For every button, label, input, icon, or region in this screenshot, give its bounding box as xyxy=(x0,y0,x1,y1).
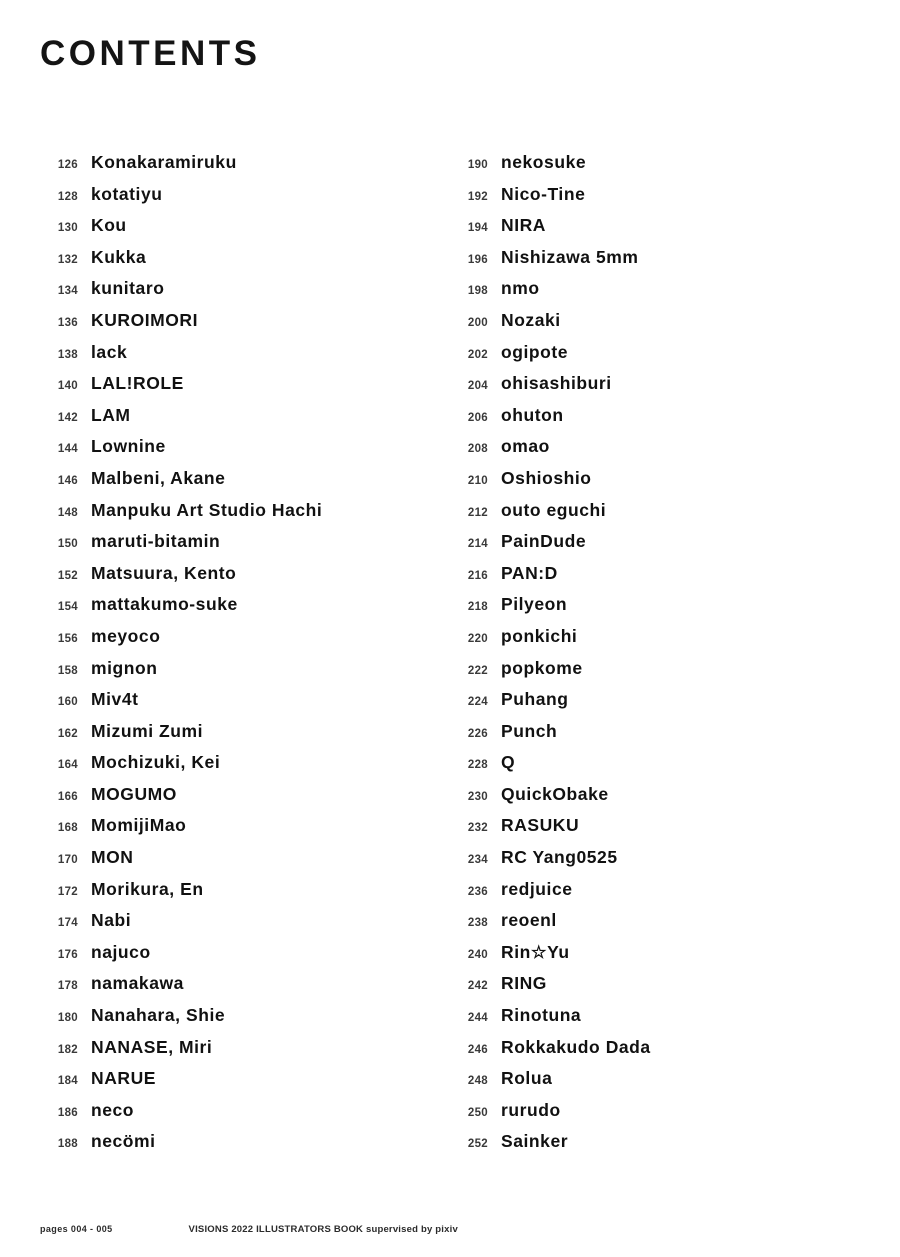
toc-entry-page: 236 xyxy=(467,885,488,898)
toc-entry-name[interactable]: maruti-bitamin xyxy=(91,531,221,552)
toc-entry-page: 206 xyxy=(467,411,488,424)
toc-entry[interactable] xyxy=(450,973,860,1005)
toc-entry[interactable] xyxy=(40,247,450,279)
toc-entry-name[interactable]: Manpuku Art Studio Hachi xyxy=(91,499,323,520)
toc-entry[interactable] xyxy=(40,879,450,911)
toc-entry-name[interactable]: Kou xyxy=(91,215,127,236)
toc-entry[interactable] xyxy=(450,626,860,658)
toc-entry[interactable] xyxy=(450,784,860,816)
toc-entry[interactable] xyxy=(40,658,450,690)
toc-entry-name[interactable]: Kukka xyxy=(91,246,147,267)
toc-entry-name[interactable]: RASUKU xyxy=(501,815,580,836)
toc-entry-page: 186 xyxy=(57,1106,78,1119)
toc-entry-name[interactable]: meyoco xyxy=(91,625,161,646)
toc-entry-name[interactable]: namakawa xyxy=(91,973,184,994)
toc-entry[interactable] xyxy=(450,658,860,690)
toc-entry-page: 248 xyxy=(467,1075,488,1088)
toc-entry-name[interactable]: Rin☆Yu xyxy=(501,941,570,962)
toc-entry[interactable] xyxy=(450,942,860,974)
toc-entry-name[interactable]: LAM xyxy=(91,404,131,425)
toc-entry-name[interactable]: Q xyxy=(501,752,516,773)
toc-entry-page: 214 xyxy=(467,538,488,551)
toc-entry[interactable] xyxy=(450,752,860,784)
toc-entry-name[interactable]: Mochizuki, Kei xyxy=(91,752,221,773)
toc-entry-name[interactable]: Konakaramiruku xyxy=(91,152,237,172)
toc-entry-name[interactable]: Morikura, En xyxy=(91,878,204,899)
toc-entry-name[interactable]: Matsuura, Kento xyxy=(91,562,237,583)
toc-entry-name[interactable]: MON xyxy=(91,847,134,868)
toc-entry-page: 134 xyxy=(57,285,78,298)
toc-entry[interactable] xyxy=(450,847,860,879)
toc-entry-page: 208 xyxy=(467,443,488,456)
toc-entry-page: 154 xyxy=(57,601,78,614)
toc-entry-name[interactable]: nekosuke xyxy=(501,152,587,172)
toc-entry[interactable] xyxy=(450,563,860,595)
toc-entry[interactable] xyxy=(40,689,450,721)
toc-entry-name[interactable]: Punch xyxy=(501,720,558,741)
toc-columns xyxy=(40,152,860,1163)
toc-entry-page: 194 xyxy=(467,222,488,235)
toc-entry-page: 242 xyxy=(467,980,488,993)
toc-entry-page: 128 xyxy=(57,190,78,203)
toc-entry-name[interactable]: Nozaki xyxy=(501,309,561,330)
toc-entry-name[interactable]: KUROIMORI xyxy=(91,309,199,330)
toc-entry-page: 192 xyxy=(467,190,488,203)
toc-entry[interactable] xyxy=(450,910,860,942)
toc-entry-name[interactable]: omao xyxy=(501,436,550,457)
footer-page-range: pages 004 - 005 xyxy=(40,1224,113,1234)
page-footer xyxy=(40,1224,458,1235)
toc-entry-name[interactable]: PAN:D xyxy=(501,562,558,583)
toc-entry-page: 252 xyxy=(467,1138,488,1151)
toc-entry-name[interactable]: neco xyxy=(91,1099,135,1120)
toc-entry-page: 164 xyxy=(57,759,78,772)
toc-entry-page: 240 xyxy=(467,948,488,961)
toc-entry[interactable] xyxy=(450,405,860,437)
toc-entry-page: 140 xyxy=(57,380,78,393)
toc-entry[interactable] xyxy=(450,247,860,279)
toc-entry-name[interactable]: Oshioshio xyxy=(501,467,592,488)
toc-entry[interactable] xyxy=(40,942,450,974)
toc-entry-page: 136 xyxy=(57,316,78,329)
toc-entry-page: 212 xyxy=(467,506,488,519)
toc-entry-page: 138 xyxy=(57,348,78,361)
toc-entry[interactable] xyxy=(40,1037,450,1069)
toc-entry-name[interactable]: NIRA xyxy=(501,215,546,236)
toc-entry[interactable] xyxy=(40,152,450,184)
toc-entry-page: 160 xyxy=(57,696,78,709)
toc-entry-page: 222 xyxy=(467,664,488,677)
toc-entry[interactable] xyxy=(450,1037,860,1069)
toc-entry[interactable] xyxy=(450,594,860,626)
toc-entry[interactable] xyxy=(450,500,860,532)
toc-entry-page: 228 xyxy=(467,759,488,772)
toc-entry[interactable] xyxy=(40,752,450,784)
toc-entry-name[interactable]: Rinotuna xyxy=(501,1005,582,1026)
page-title: CONTENTS xyxy=(40,34,261,73)
toc-entry[interactable] xyxy=(40,721,450,753)
toc-entry[interactable] xyxy=(40,563,450,595)
toc-entry-name[interactable]: kunitaro xyxy=(91,278,165,299)
toc-entry[interactable] xyxy=(40,815,450,847)
toc-entry-name[interactable]: ohisashiburi xyxy=(501,373,612,394)
toc-entry-page: 230 xyxy=(467,790,488,803)
toc-entry-page: 226 xyxy=(467,727,488,740)
toc-entry-name[interactable]: rurudo xyxy=(501,1099,561,1120)
toc-entry-page: 224 xyxy=(467,696,488,709)
toc-entry-page: 158 xyxy=(57,664,78,677)
toc-entry[interactable] xyxy=(40,215,450,247)
toc-entry-page: 232 xyxy=(467,822,488,835)
toc-entry[interactable] xyxy=(40,1100,450,1132)
toc-entry-name[interactable]: kotatiyu xyxy=(91,183,163,204)
toc-entry-page: 196 xyxy=(467,253,488,266)
toc-entry-page: 234 xyxy=(467,854,488,867)
toc-entry[interactable] xyxy=(450,1068,860,1100)
toc-entry[interactable] xyxy=(450,310,860,342)
toc-entry[interactable] xyxy=(450,342,860,374)
toc-entry-name[interactable]: Mizumi Zumi xyxy=(91,720,204,741)
toc-entry-page: 202 xyxy=(467,348,488,361)
toc-entry[interactable] xyxy=(40,910,450,942)
toc-entry[interactable] xyxy=(40,531,450,563)
toc-entry-page: 250 xyxy=(467,1106,488,1119)
toc-entry-page: 174 xyxy=(57,917,78,930)
footer-book-title: VISIONS 2022 ILLUSTRATORS BOOK supervised by pixiv xyxy=(188,1224,458,1235)
toc-entry-page: 130 xyxy=(57,222,78,235)
toc-entry[interactable] xyxy=(450,689,860,721)
toc-entry[interactable] xyxy=(450,1005,860,1037)
toc-entry-page: 188 xyxy=(57,1138,78,1151)
toc-entry[interactable] xyxy=(40,594,450,626)
toc-entry[interactable] xyxy=(40,784,450,816)
toc-entry-name[interactable]: lack xyxy=(91,341,128,362)
toc-entry-name[interactable]: mignon xyxy=(91,657,158,678)
toc-entry-name[interactable]: RING xyxy=(501,973,547,994)
toc-entry-name[interactable]: nmo xyxy=(501,278,540,299)
toc-entry-page: 218 xyxy=(467,601,488,614)
toc-entry-page: 244 xyxy=(467,1012,488,1025)
toc-entry-name[interactable]: Malbeni, Akane xyxy=(91,467,226,488)
toc-entry-name[interactable]: najuco xyxy=(91,941,151,962)
toc-column-right xyxy=(450,152,860,1163)
toc-entry[interactable] xyxy=(450,815,860,847)
toc-entry-name[interactable]: ohuton xyxy=(501,404,564,425)
toc-entry[interactable] xyxy=(40,436,450,468)
toc-entry-name[interactable]: Nishizawa 5mm xyxy=(501,246,639,267)
toc-entry[interactable] xyxy=(40,1005,450,1037)
toc-entry-name[interactable]: Miv4t xyxy=(91,689,139,710)
toc-entry[interactable] xyxy=(450,721,860,753)
toc-entry-page: 184 xyxy=(57,1075,78,1088)
toc-entry-name[interactable]: LAL!ROLE xyxy=(91,373,184,394)
toc-entry-page: 210 xyxy=(467,474,488,487)
toc-entry-name[interactable]: Nico-Tine xyxy=(501,183,586,204)
toc-entry[interactable] xyxy=(450,468,860,500)
toc-entry-name[interactable]: Nabi xyxy=(91,910,132,931)
toc-entry[interactable] xyxy=(450,184,860,216)
toc-entry-name[interactable]: Rolua xyxy=(501,1068,553,1089)
toc-entry[interactable] xyxy=(450,278,860,310)
toc-entry-page: 204 xyxy=(467,380,488,393)
toc-entry[interactable] xyxy=(40,500,450,532)
toc-entry[interactable] xyxy=(40,278,450,310)
toc-entry-name[interactable]: ogipote xyxy=(501,341,569,362)
toc-entry-page: 132 xyxy=(57,253,78,266)
toc-entry[interactable] xyxy=(40,626,450,658)
toc-entry-name[interactable]: Pilyeon xyxy=(501,594,568,615)
toc-entry-name[interactable]: reoenl xyxy=(501,910,557,931)
toc-entry[interactable] xyxy=(40,468,450,500)
toc-entry[interactable] xyxy=(450,531,860,563)
toc-entry[interactable] xyxy=(40,1131,450,1163)
toc-entry-page: 220 xyxy=(467,632,488,645)
toc-entry-name[interactable]: necömi xyxy=(91,1131,156,1152)
toc-entry[interactable] xyxy=(450,373,860,405)
toc-entry-page: 238 xyxy=(467,917,488,930)
toc-entry-page: 216 xyxy=(467,569,488,582)
toc-entry-name[interactable]: Sainker xyxy=(501,1131,569,1152)
toc-entry-page: 178 xyxy=(57,980,78,993)
toc-entry-name[interactable]: mattakumo-suke xyxy=(91,594,238,615)
toc-entry-page: 180 xyxy=(57,1012,78,1025)
toc-entry[interactable] xyxy=(40,184,450,216)
toc-entry-page: 176 xyxy=(57,948,78,961)
toc-entry[interactable] xyxy=(40,973,450,1005)
toc-entry-page: 198 xyxy=(467,285,488,298)
toc-entry-name[interactable]: NANASE, Miri xyxy=(91,1036,213,1057)
toc-entry-page: 182 xyxy=(57,1043,78,1056)
toc-entry-page: 146 xyxy=(57,474,78,487)
toc-entry[interactable] xyxy=(450,152,860,184)
toc-column-left xyxy=(40,152,450,1163)
toc-entry-page: 152 xyxy=(57,569,78,582)
toc-entry[interactable] xyxy=(40,373,450,405)
toc-entry-page: 200 xyxy=(467,316,488,329)
toc-entry-name[interactable]: MOGUMO xyxy=(91,783,177,804)
toc-entry-name[interactable]: Rokkakudo Dada xyxy=(501,1036,651,1057)
toc-entry-page: 144 xyxy=(57,443,78,456)
toc-entry-page: 246 xyxy=(467,1043,488,1056)
toc-entry-name[interactable]: popkome xyxy=(501,657,583,678)
toc-entry-page: 150 xyxy=(57,538,78,551)
toc-entry[interactable] xyxy=(40,1068,450,1100)
toc-entry[interactable] xyxy=(40,847,450,879)
toc-entry[interactable] xyxy=(40,342,450,374)
toc-entry-name[interactable]: PainDude xyxy=(501,531,587,552)
toc-entry-page: 172 xyxy=(57,885,78,898)
toc-entry-name[interactable]: RC Yang0525 xyxy=(501,847,618,868)
toc-entry[interactable] xyxy=(450,436,860,468)
toc-entry-page: 148 xyxy=(57,506,78,519)
toc-entry[interactable] xyxy=(450,879,860,911)
toc-entry-name[interactable]: QuickObake xyxy=(501,783,609,804)
toc-entry[interactable] xyxy=(450,1100,860,1132)
toc-entry-page: 166 xyxy=(57,790,78,803)
toc-entry-name[interactable]: NARUE xyxy=(91,1068,156,1089)
toc-entry-name[interactable]: Puhang xyxy=(501,689,569,710)
toc-entry[interactable] xyxy=(40,405,450,437)
toc-entry-page: 168 xyxy=(57,822,78,835)
toc-entry-name[interactable]: redjuice xyxy=(501,878,573,899)
toc-entry-name[interactable]: ponkichi xyxy=(501,625,578,646)
toc-entry-name[interactable]: Lownine xyxy=(91,436,166,457)
toc-entry-name[interactable]: MomijiMao xyxy=(91,815,187,836)
toc-entry-page: 126 xyxy=(57,159,78,171)
toc-entry-name[interactable]: outo eguchi xyxy=(501,499,607,520)
toc-entry-page: 162 xyxy=(57,727,78,740)
toc-entry-name[interactable]: Nanahara, Shie xyxy=(91,1005,226,1026)
toc-entry-page: 170 xyxy=(57,854,78,867)
toc-entry[interactable] xyxy=(450,1131,860,1163)
toc-entry-page: 156 xyxy=(57,632,78,645)
toc-entry[interactable] xyxy=(450,215,860,247)
toc-entry[interactable] xyxy=(40,310,450,342)
toc-entry-page: 190 xyxy=(467,159,488,171)
toc-entry-page: 142 xyxy=(57,411,78,424)
